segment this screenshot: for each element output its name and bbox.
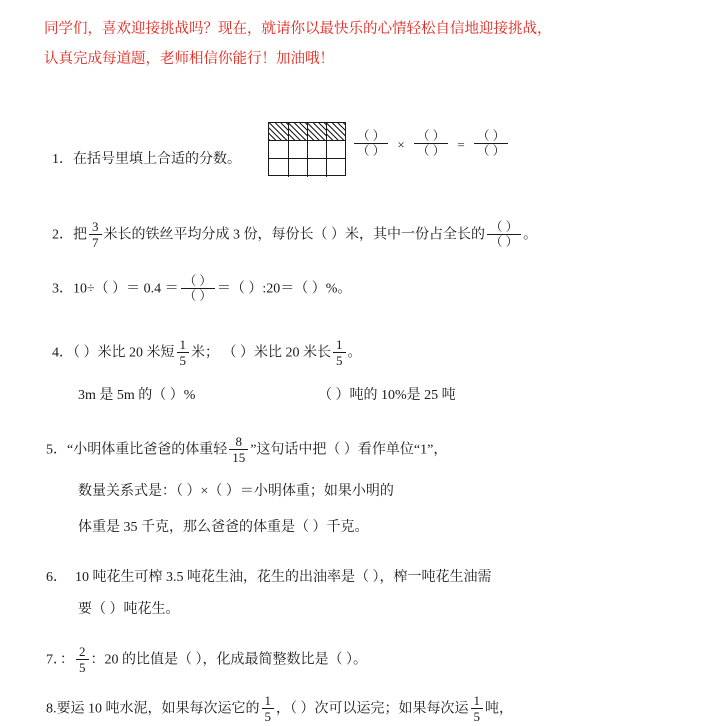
q5-relation: 数量关系式是：（ ）×（ ）＝小明体重；如果小明的	[78, 484, 394, 499]
q1-operator-multiply: ×	[397, 136, 405, 152]
q7-fraction-2-5: $\frac{2}{5}$	[76, 644, 89, 675]
q2-part-b: 米长的铁丝平均分成 3 份，每份长（ ）米，其中一份占全长的	[103, 227, 485, 243]
question-5-line-2	[78, 482, 394, 502]
question-4-line-2b	[318, 386, 456, 406]
q4-fraction-1-5-a: $\frac{1}{5}$	[177, 337, 190, 368]
intro-paragraph	[44, 14, 684, 74]
intro-line-2: 认真完成每道题，老师相信你能行！加油哦！	[44, 51, 334, 67]
q8-part-a: 要运 10 吨水泥，如果每次运它的	[56, 701, 260, 717]
q1-number: 1．	[52, 152, 73, 167]
q8-part-b: ，（ ）次可以运完；如果每次运	[276, 701, 469, 717]
fraction-grid-figure	[268, 122, 346, 176]
q4-sub-b: （ ）吨的 10%是 25 吨	[318, 388, 456, 403]
intro-line-1: 同学们，喜欢迎接挑战吗？现在，就请你以最快乐的心情轻松自信地迎接挑战，	[44, 21, 552, 37]
q7-number: 7．	[46, 652, 60, 668]
q4-number: 4．	[52, 345, 73, 361]
q1-expression	[352, 130, 510, 159]
q4-part-c: 。	[347, 345, 362, 361]
question-3	[52, 275, 351, 304]
question-6-line-1	[46, 568, 492, 588]
q6-number: 6．	[46, 570, 67, 585]
q6-body: 10 吨花生可榨 3.5 吨花生油，花生的出油率是（ ），榨一吨花生油需	[75, 570, 492, 585]
q7-colon: ：	[60, 652, 74, 668]
question-7	[46, 645, 367, 676]
question-5-line-3	[78, 518, 369, 538]
q8-fraction-1-5-b: $\frac{1}{5}$	[471, 693, 484, 724]
q8-fraction-1-5-a: $\frac{1}{5}$	[262, 693, 275, 724]
q3-part-b: ＝（ ）:20＝（ ）%。	[216, 281, 352, 297]
q1-fraction-1: $\frac{( )}{( )}$	[354, 129, 388, 158]
q1-operator-equals: =	[457, 136, 465, 152]
q7-part-b: ：20 的比值是（ ），化成最简整数比是（ ）	[90, 652, 353, 668]
q6-body-2: 要（ ）吨花生。	[78, 602, 180, 617]
question-1-text	[52, 150, 241, 170]
question-4-line-1	[52, 338, 362, 369]
q5-fraction-8-15: $\frac{8}{15}$	[229, 434, 248, 465]
q8-part-c: 吨，	[485, 701, 513, 717]
q1-body: 在括号里填上合适的分数。	[73, 152, 241, 167]
q1-fraction-2: $\frac{( )}{( )}$	[414, 129, 448, 158]
q5-number: 5．	[46, 442, 67, 458]
q2-number: 2．	[52, 227, 73, 243]
q2-part-a: 把	[73, 227, 87, 243]
q2-part-c: 。	[523, 227, 538, 243]
q2-blank-fraction: $\frac{( )}{( )}$	[487, 220, 521, 249]
question-2	[52, 220, 537, 251]
q3-blank-fraction: $\frac{( )}{( )}$	[181, 274, 215, 303]
q3-part-a: 10÷（ ）＝ 0.4 ＝	[73, 281, 179, 297]
q2-fraction-3-7: $\frac{3}{7}$	[89, 219, 102, 250]
q4-sub-a: 3m 是 5m 的（ ）%	[78, 388, 196, 403]
q4-part-a: （ ）米比 20 米短	[73, 345, 175, 361]
question-4-line-2a	[78, 386, 195, 406]
question-5-line-1	[46, 435, 447, 466]
q1-fraction-3: $\frac{( )}{( )}$	[474, 129, 508, 158]
q7-part-c: 。	[353, 652, 367, 668]
q8-number: 8.	[46, 701, 57, 717]
q5-part-a: “小明体重比爸爸的体重轻	[67, 442, 228, 458]
q3-number: 3．	[52, 281, 73, 297]
q4-fraction-1-5-b: $\frac{1}{5}$	[333, 337, 346, 368]
q5-part-b: ”这句话中把（ ）看作单位“1”，	[250, 442, 448, 458]
q5-weight: 体重是 35 千克，那么爸爸的体重是（ ）千克。	[78, 520, 369, 535]
question-6-line-2	[78, 600, 180, 620]
q4-part-b: 米； （ ）米比 20 米长	[191, 345, 331, 361]
question-8	[46, 694, 513, 725]
